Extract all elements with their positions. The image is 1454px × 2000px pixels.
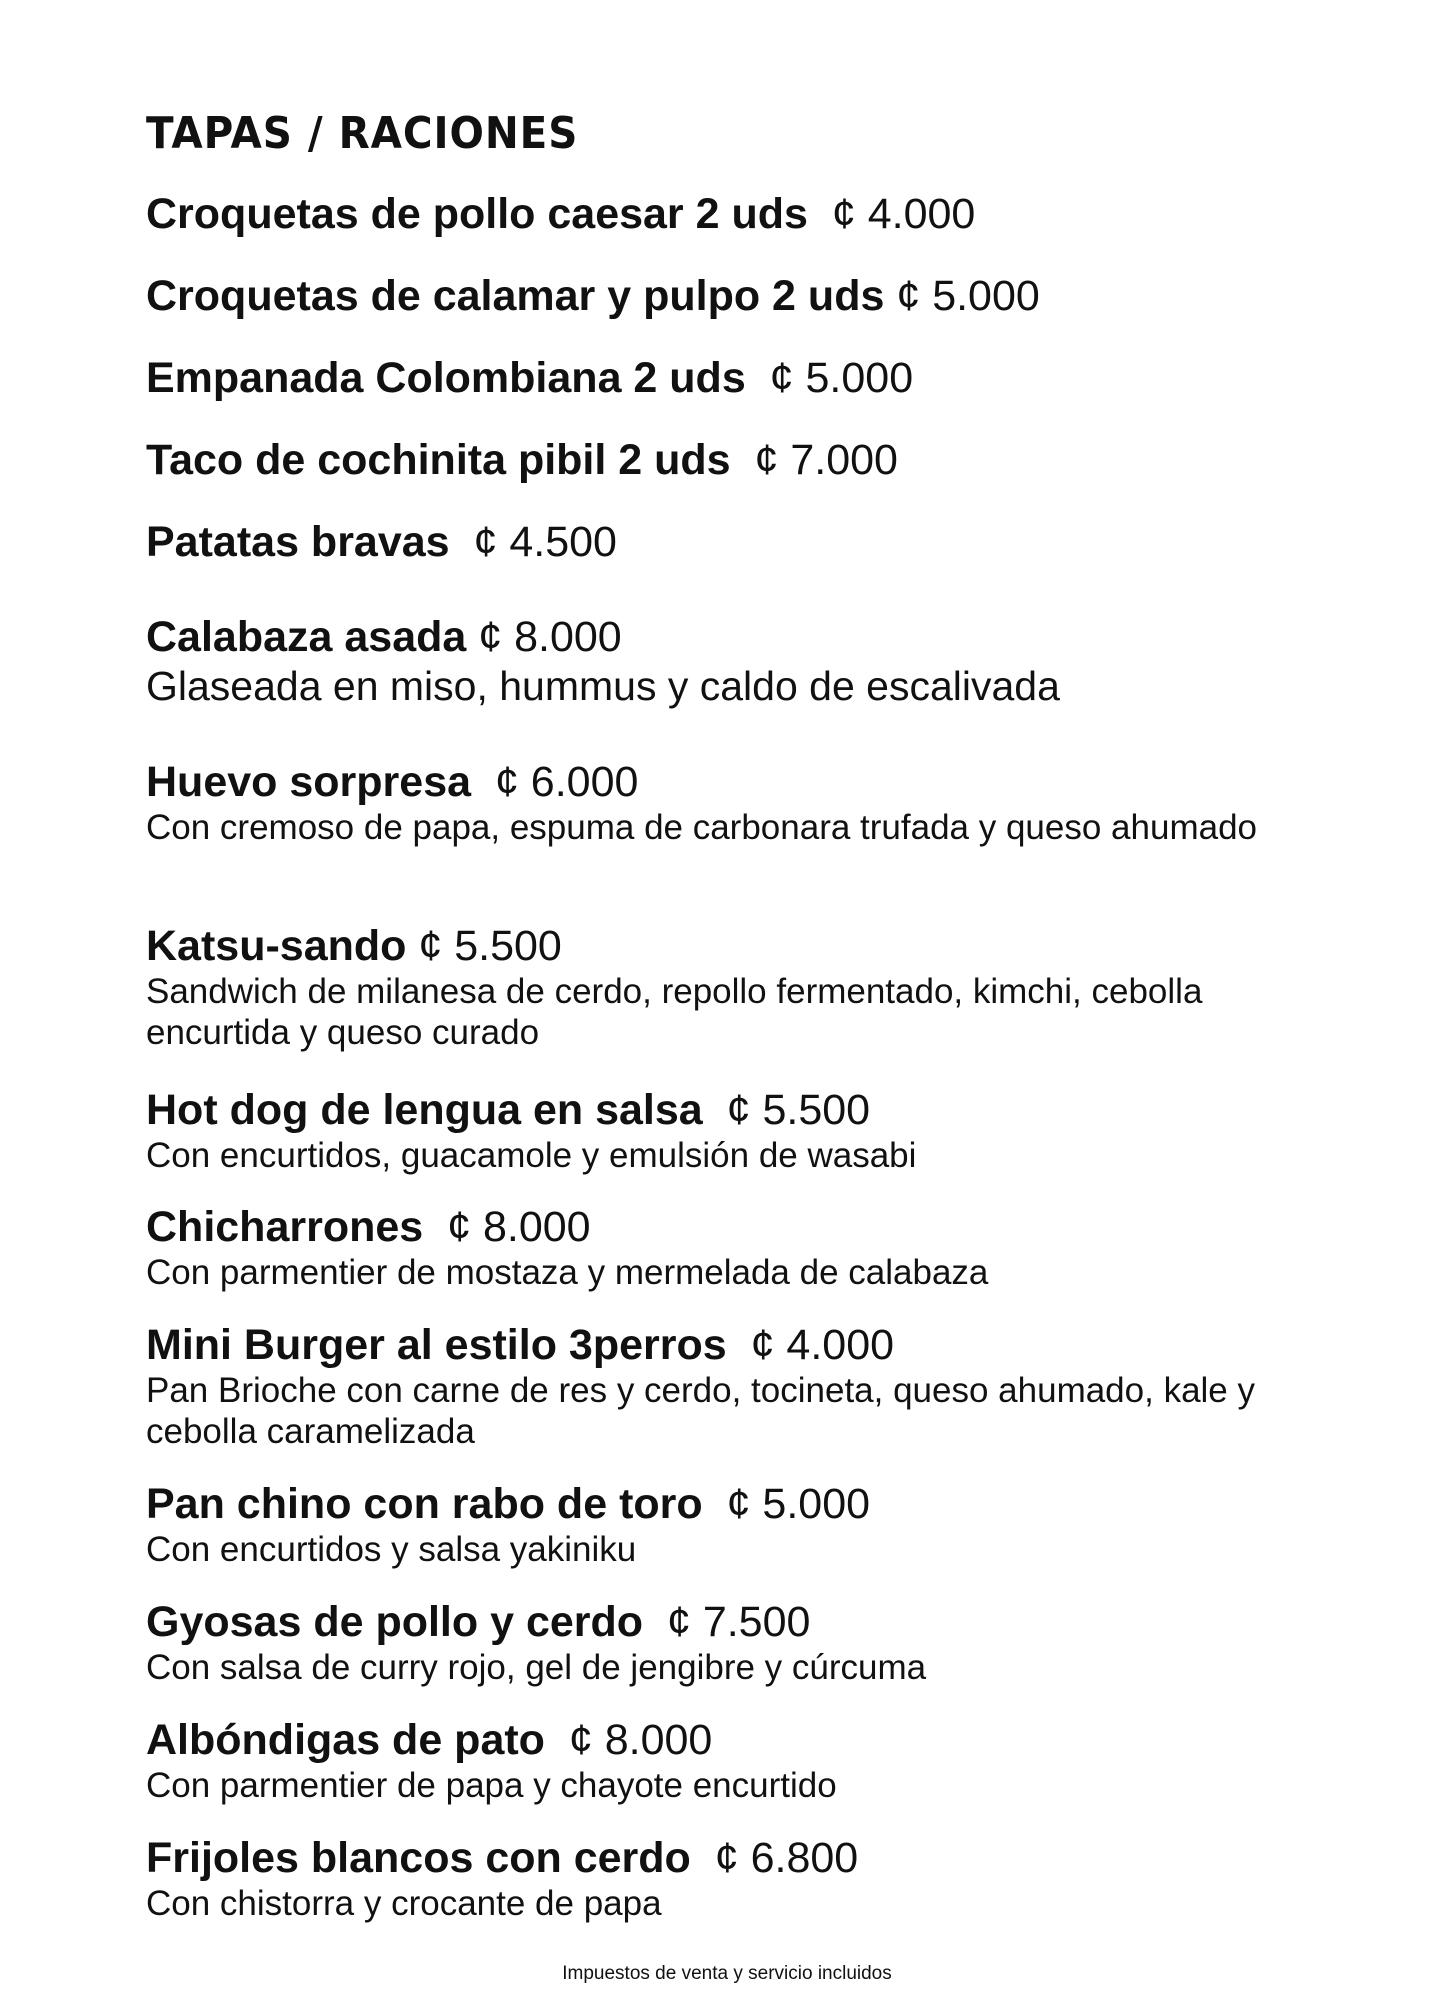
menu-item-description: Con salsa de curry rojo, gel de jengibre y cúrcuma bbox=[146, 1648, 927, 1687]
menu-item-name: Huevo sorpresa bbox=[146, 758, 472, 806]
menu-item-name: Katsu-sando bbox=[146, 922, 407, 970]
menu-item-line bbox=[146, 921, 1346, 971]
menu-item-description: Con encurtidos y salsa yakiniku bbox=[146, 1530, 637, 1569]
footer-note: Impuestos de venta y servicio incluidos bbox=[562, 1963, 892, 1984]
menu-item-price: ¢ 7.000 bbox=[754, 436, 898, 484]
menu-item-description: Sandwich de milanesa de cerdo, repollo fermentado, kimchi, cebolla encurtida y queso curado bbox=[146, 972, 1203, 1052]
menu-item bbox=[146, 1715, 1346, 1806]
menu-item-name: Patatas bravas bbox=[146, 518, 450, 566]
menu-item bbox=[146, 1320, 1346, 1452]
menu-item-line bbox=[146, 189, 1346, 239]
menu-item-line bbox=[146, 1085, 1346, 1135]
menu-item-price: ¢ 4.000 bbox=[831, 190, 976, 238]
menu-item-price: ¢ 5.000 bbox=[769, 354, 914, 402]
menu-item-line bbox=[146, 757, 1346, 807]
menu-item-line bbox=[146, 353, 1346, 403]
menu-item-name: Chicharrones bbox=[146, 1203, 424, 1251]
menu-item-name: Taco de cochinita pibil 2 uds bbox=[146, 436, 731, 484]
menu-item-description: Pan Brioche con carne de res y cerdo, tocineta, queso ahumado, kale y cebolla caramelizada bbox=[146, 1371, 1255, 1451]
menu-item bbox=[146, 1597, 1346, 1688]
menu-item-price: ¢ 5.000 bbox=[896, 272, 1040, 320]
menu-item bbox=[146, 921, 1346, 1053]
menu-item-price: ¢ 8.000 bbox=[568, 1716, 713, 1764]
menu-item-line bbox=[146, 517, 1346, 567]
menu-item-name: Gyosas de pollo y cerdo bbox=[146, 1598, 644, 1646]
menu-item bbox=[146, 612, 1346, 710]
menu-item-name: Frijoles blancos con cerdo bbox=[146, 1834, 691, 1882]
menu-item bbox=[146, 1202, 1346, 1293]
menu-item-line bbox=[146, 271, 1346, 321]
menu-item-price: ¢ 8.000 bbox=[478, 613, 622, 661]
menu-item-name: Croquetas de calamar y pulpo 2 uds bbox=[146, 272, 885, 320]
menu-item-name: Hot dog de lengua en salsa bbox=[146, 1086, 703, 1134]
menu-item-description: Con encurtidos, guacamole y emulsión de wasabi bbox=[146, 1136, 917, 1175]
menu-item-price: ¢ 7.500 bbox=[666, 1598, 811, 1646]
menu-item-price: ¢ 5.000 bbox=[726, 1480, 871, 1528]
menu-item bbox=[146, 1085, 1346, 1176]
menu-item-line bbox=[146, 1479, 1346, 1529]
menu-item bbox=[146, 1479, 1346, 1570]
menu-item-name: Pan chino con rabo de toro bbox=[146, 1480, 703, 1528]
menu-item-description: Con chistorra y crocante de papa bbox=[146, 1884, 662, 1923]
menu-item bbox=[146, 189, 1346, 239]
menu-item bbox=[146, 1833, 1346, 1924]
page-title: TAPAS / RACIONES bbox=[146, 108, 579, 159]
menu-item-line bbox=[146, 1715, 1346, 1765]
menu-item-name: Albóndigas de pato bbox=[146, 1716, 545, 1764]
menu-item bbox=[146, 517, 1346, 567]
menu-item-name: Empanada Colombiana 2 uds bbox=[146, 354, 746, 402]
menu-item-name: Calabaza asada bbox=[146, 613, 467, 661]
menu-item-price: ¢ 5.500 bbox=[418, 922, 562, 970]
menu-item-line bbox=[146, 435, 1346, 485]
menu-item bbox=[146, 435, 1346, 485]
menu-item-price: ¢ 8.000 bbox=[447, 1203, 591, 1251]
menu-item-price: ¢ 4.000 bbox=[750, 1321, 895, 1369]
menu-item-description: Con parmentier de mostaza y mermelada de calabaza bbox=[146, 1253, 989, 1292]
menu-item-price: ¢ 5.500 bbox=[726, 1086, 871, 1134]
menu-item-description: Con cremoso de papa, espuma de carbonara trufada y queso ahumado bbox=[146, 808, 1257, 847]
menu-item-name: Mini Burger al estilo 3perros bbox=[146, 1321, 727, 1369]
menu-item-line bbox=[146, 1320, 1346, 1370]
menu-item-price: ¢ 6.000 bbox=[494, 758, 639, 806]
menu-item-price: ¢ 6.800 bbox=[714, 1834, 859, 1882]
menu-item-line bbox=[146, 1202, 1346, 1252]
menu-item bbox=[146, 271, 1346, 321]
menu-item-description: Glaseada en miso, hummus y caldo de escalivada bbox=[146, 663, 1060, 709]
menu-item-name: Croquetas de pollo caesar 2 uds bbox=[146, 190, 808, 238]
menu-item-line bbox=[146, 1833, 1346, 1883]
menu-item bbox=[146, 757, 1346, 848]
menu-item-price: ¢ 4.500 bbox=[473, 518, 617, 566]
menu-item-description: Con parmentier de papa y chayote encurtido bbox=[146, 1766, 837, 1805]
menu-item-line bbox=[146, 612, 1346, 662]
menu-item-line bbox=[146, 1597, 1346, 1647]
menu-item bbox=[146, 353, 1346, 403]
